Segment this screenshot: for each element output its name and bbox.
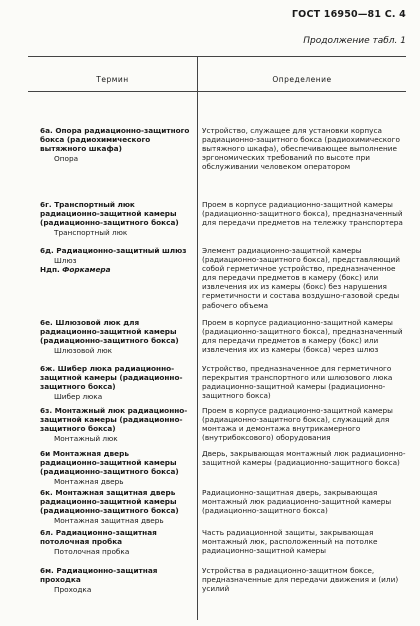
- column-header-term: Термин: [96, 75, 129, 84]
- term-entry: [40, 126, 190, 163]
- term-entry: [40, 566, 190, 594]
- term-title: 6з. Монтажный люк радиационно-защитной камеры (радиационно-защитного бокса): [40, 406, 188, 434]
- term-title: 6и Монтажная дверь радиационно-защитной камеры (радиационно-защитного бокса): [40, 449, 179, 477]
- term-short-name: Монтажная защитная дверь: [54, 515, 164, 525]
- term-title: 6г. Транспортный люк радиационно-защитной камеры (радиационно-защитного бокса): [40, 200, 179, 228]
- term-short-name: Проходка: [54, 584, 92, 594]
- term-entry: [40, 364, 190, 401]
- term-short-name: Монтажная дверь: [54, 476, 124, 486]
- term-definition: Дверь, закрывающая монтажный люк радиационно-защитной камеры (радиационно-защитного бокса): [202, 449, 406, 468]
- term-title: 6д. Радиационно-защитный шлюз: [40, 246, 187, 255]
- term-title: 6м. Радиационно-защитная проходка: [40, 566, 158, 585]
- term-short-name: Транспортный люк: [54, 227, 128, 237]
- document-reference: ГОСТ 16950—81 С. 4: [291, 9, 406, 20]
- term-title: 6а. Опора радиационно-защитного бокса (радиохимического вытяжного шкафа): [40, 126, 190, 154]
- table-continuation-label: Продолжение табл. 1: [303, 36, 406, 46]
- term-definition: Проем в корпусе радиационно-защитной камеры (радиационно-защитного бокса), служащий для монтажа и демонтажа внутрикамерного (внутрибоксового) оборудования: [202, 406, 393, 443]
- term-short-name: Монтажный люк: [54, 433, 118, 443]
- term-short-name: Шлюз: [54, 255, 77, 265]
- term-short-name: Потолочная пробка: [54, 546, 130, 556]
- term-title: 6к. Монтажная защитная дверь радиационно-защитной камеры (радиационно-защитного бокса): [40, 488, 179, 516]
- table-column-divider: [197, 56, 198, 620]
- term-definition: Радиационно-защитная дверь, закрывающая монтажный люк радиационно-защитной камеры (радиационно-защитного бокса): [202, 488, 392, 516]
- term-entry: [40, 406, 190, 443]
- term-title: 6ж. Шибер люка радиационно-защитной камеры (радиационно-защитного бокса): [40, 364, 183, 392]
- column-header-definition: Определение: [272, 75, 332, 84]
- term-entry: [40, 488, 190, 525]
- term-definition: Часть радиационной защиты, закрывающая монтажный люк, расположенный на потолке радиационно-защитной камеры: [202, 528, 378, 556]
- table-header-rule: [28, 91, 406, 92]
- term-entry: [40, 528, 190, 556]
- term-entry: [40, 246, 190, 274]
- term-title: 6л. Радиационно-защитная потолочная пробка: [40, 528, 157, 547]
- term-short-name: Шибер люка: [54, 391, 103, 401]
- non-recommended-term: Ндп. Форкамера: [40, 265, 111, 275]
- term-definition: Устройство, служащее для установки корпуса радиационно-защитного бокса (радиохимического вытяжного шкафа), обеспечивающее выполнение эргономических требований по высоте при обслуживании человеком оператором: [202, 126, 400, 172]
- term-entry: [40, 449, 190, 486]
- term-short-name: Опора: [54, 153, 79, 163]
- term-definition: Устройство, предназначенное для герметичного перекрытия транспортного или шлюзового люка радиационно-защитной камеры (радиационно-защитного бокса): [202, 364, 393, 401]
- term-definition: Устройства в радиационно-защитном боксе, предназначенные для передачи движения и (или) усилий: [202, 566, 399, 594]
- term-short-name: Шлюзовой люк: [54, 345, 112, 355]
- term-entry: [40, 318, 190, 355]
- term-definition: Проем в корпусе радиационно-защитной камеры (радиационно-защитного бокса), предназначенный для передачи предметов в камеру (бокс) или извлечения их из камеры (бокса) через шлюз: [202, 318, 403, 355]
- term-definition: Элемент радиационно-защитной камеры (радиационно-защитного бокса), представляющий собой герметичное устройство, предназначенное для передачи предметов в камеру (бокс) или извлечения их из камеры (бокс) без нарушения герметичности и состава воздушно-газовой среды рабочего объема: [202, 246, 400, 310]
- term-definition: Проем в корпусе радиационно-защитной камеры (радиационно-защитного бокса), предназначенный для передачи предметов на тележку транспортера: [202, 200, 403, 228]
- term-title: 6е. Шлюзовой люк для радиационно-защитной камеры (радиационно-защитного бокса): [40, 318, 179, 346]
- term-entry: [40, 200, 190, 237]
- table-top-rule: [28, 56, 406, 57]
